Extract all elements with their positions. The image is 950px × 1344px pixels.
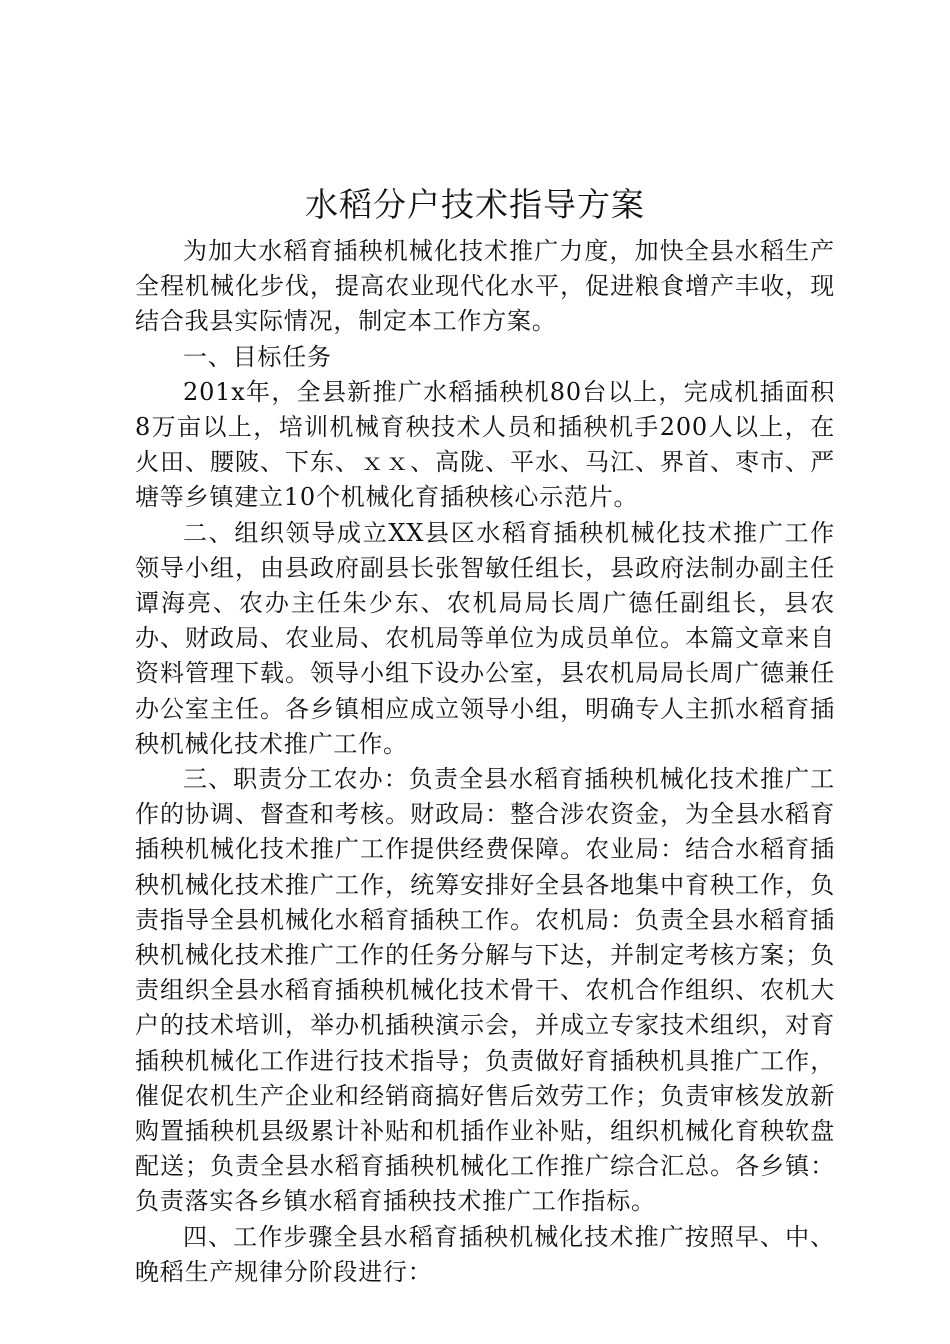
intro-paragraph: 为加大水稻育插秧机械化技术推广力度，加快全县水稻生产全程机械化步伐，提高农业现代化水平，促进粮食增产丰收，现结合我县实际情况，制定本工作方案。 [135,237,835,336]
work-steps-paragraph: 四、工作步骤全县水稻育插秧机械化技术推广按照早、中、晚稻生产规律分阶段进行： [135,1222,835,1286]
goals-paragraph: 201x年，全县新推广水稻插秧机80台以上，完成机插面积8万亩以上，培训机械育秧技术人员和插秧机手200人以上，在火田、腰陂、下东、ｘｘ、高陇、平水、马江、界首、枣市、严塘等乡镇建立10个机械化育插秧核心示范片。 [135,377,835,512]
organization-paragraph: 二、组织领导成立XX县区水稻育插秧机械化技术推广工作领导小组，由县政府副县长张智敏任组长，县政府法制办副主任谭海亮、农办主任朱少东、农机局局长周广德任副组长，县农办、财政局、农业局、农机局等单位为成员单位。本篇文章来自资料管理下载。领导小组下设办公室，县农机局局长周广德兼任办公室主任。各乡镇相应成立领导小组，明确专人主抓水稻育插秧机械化技术推广工作。 [135,518,835,758]
document-body [135,234,835,1290]
responsibilities-paragraph: 三、职责分工农办：负责全县水稻育插秧机械化技术推广工作的协调、督查和考核。财政局：整合涉农资金，为全县水稻育插秧机械化技术推广工作提供经费保障。农业局：结合水稻育插秧机械化技术推广工作，统筹安排好全县各地集中育秧工作，负责指导全县机械化水稻育插秧工作。农机局：负责全县水稻育插秧机械化技术推广工作的任务分解与下达，并制定考核方案；负责组织全县水稻育插秧机械化技术骨干、农机合作组织、农机大户的技术培训，举办机插秧演示会，并成立专家技术组织，对育插秧机械化工作进行技术指导；负责做好育插秧机具推广工作，催促农机生产企业和经销商搞好售后效劳工作；负责审核发放新购置插秧机县级累计补贴和机插作业补贴，组织机械化育秧软盘配送；负责全县水稻育插秧机械化工作推广综合汇总。各乡镇：负责落实各乡镇水稻育插秧技术推广工作指标。 [135,765,835,1216]
document-title: 水稻分户技术指导方案 [305,185,645,224]
section-heading-goals: 一、目标任务 [183,342,332,371]
